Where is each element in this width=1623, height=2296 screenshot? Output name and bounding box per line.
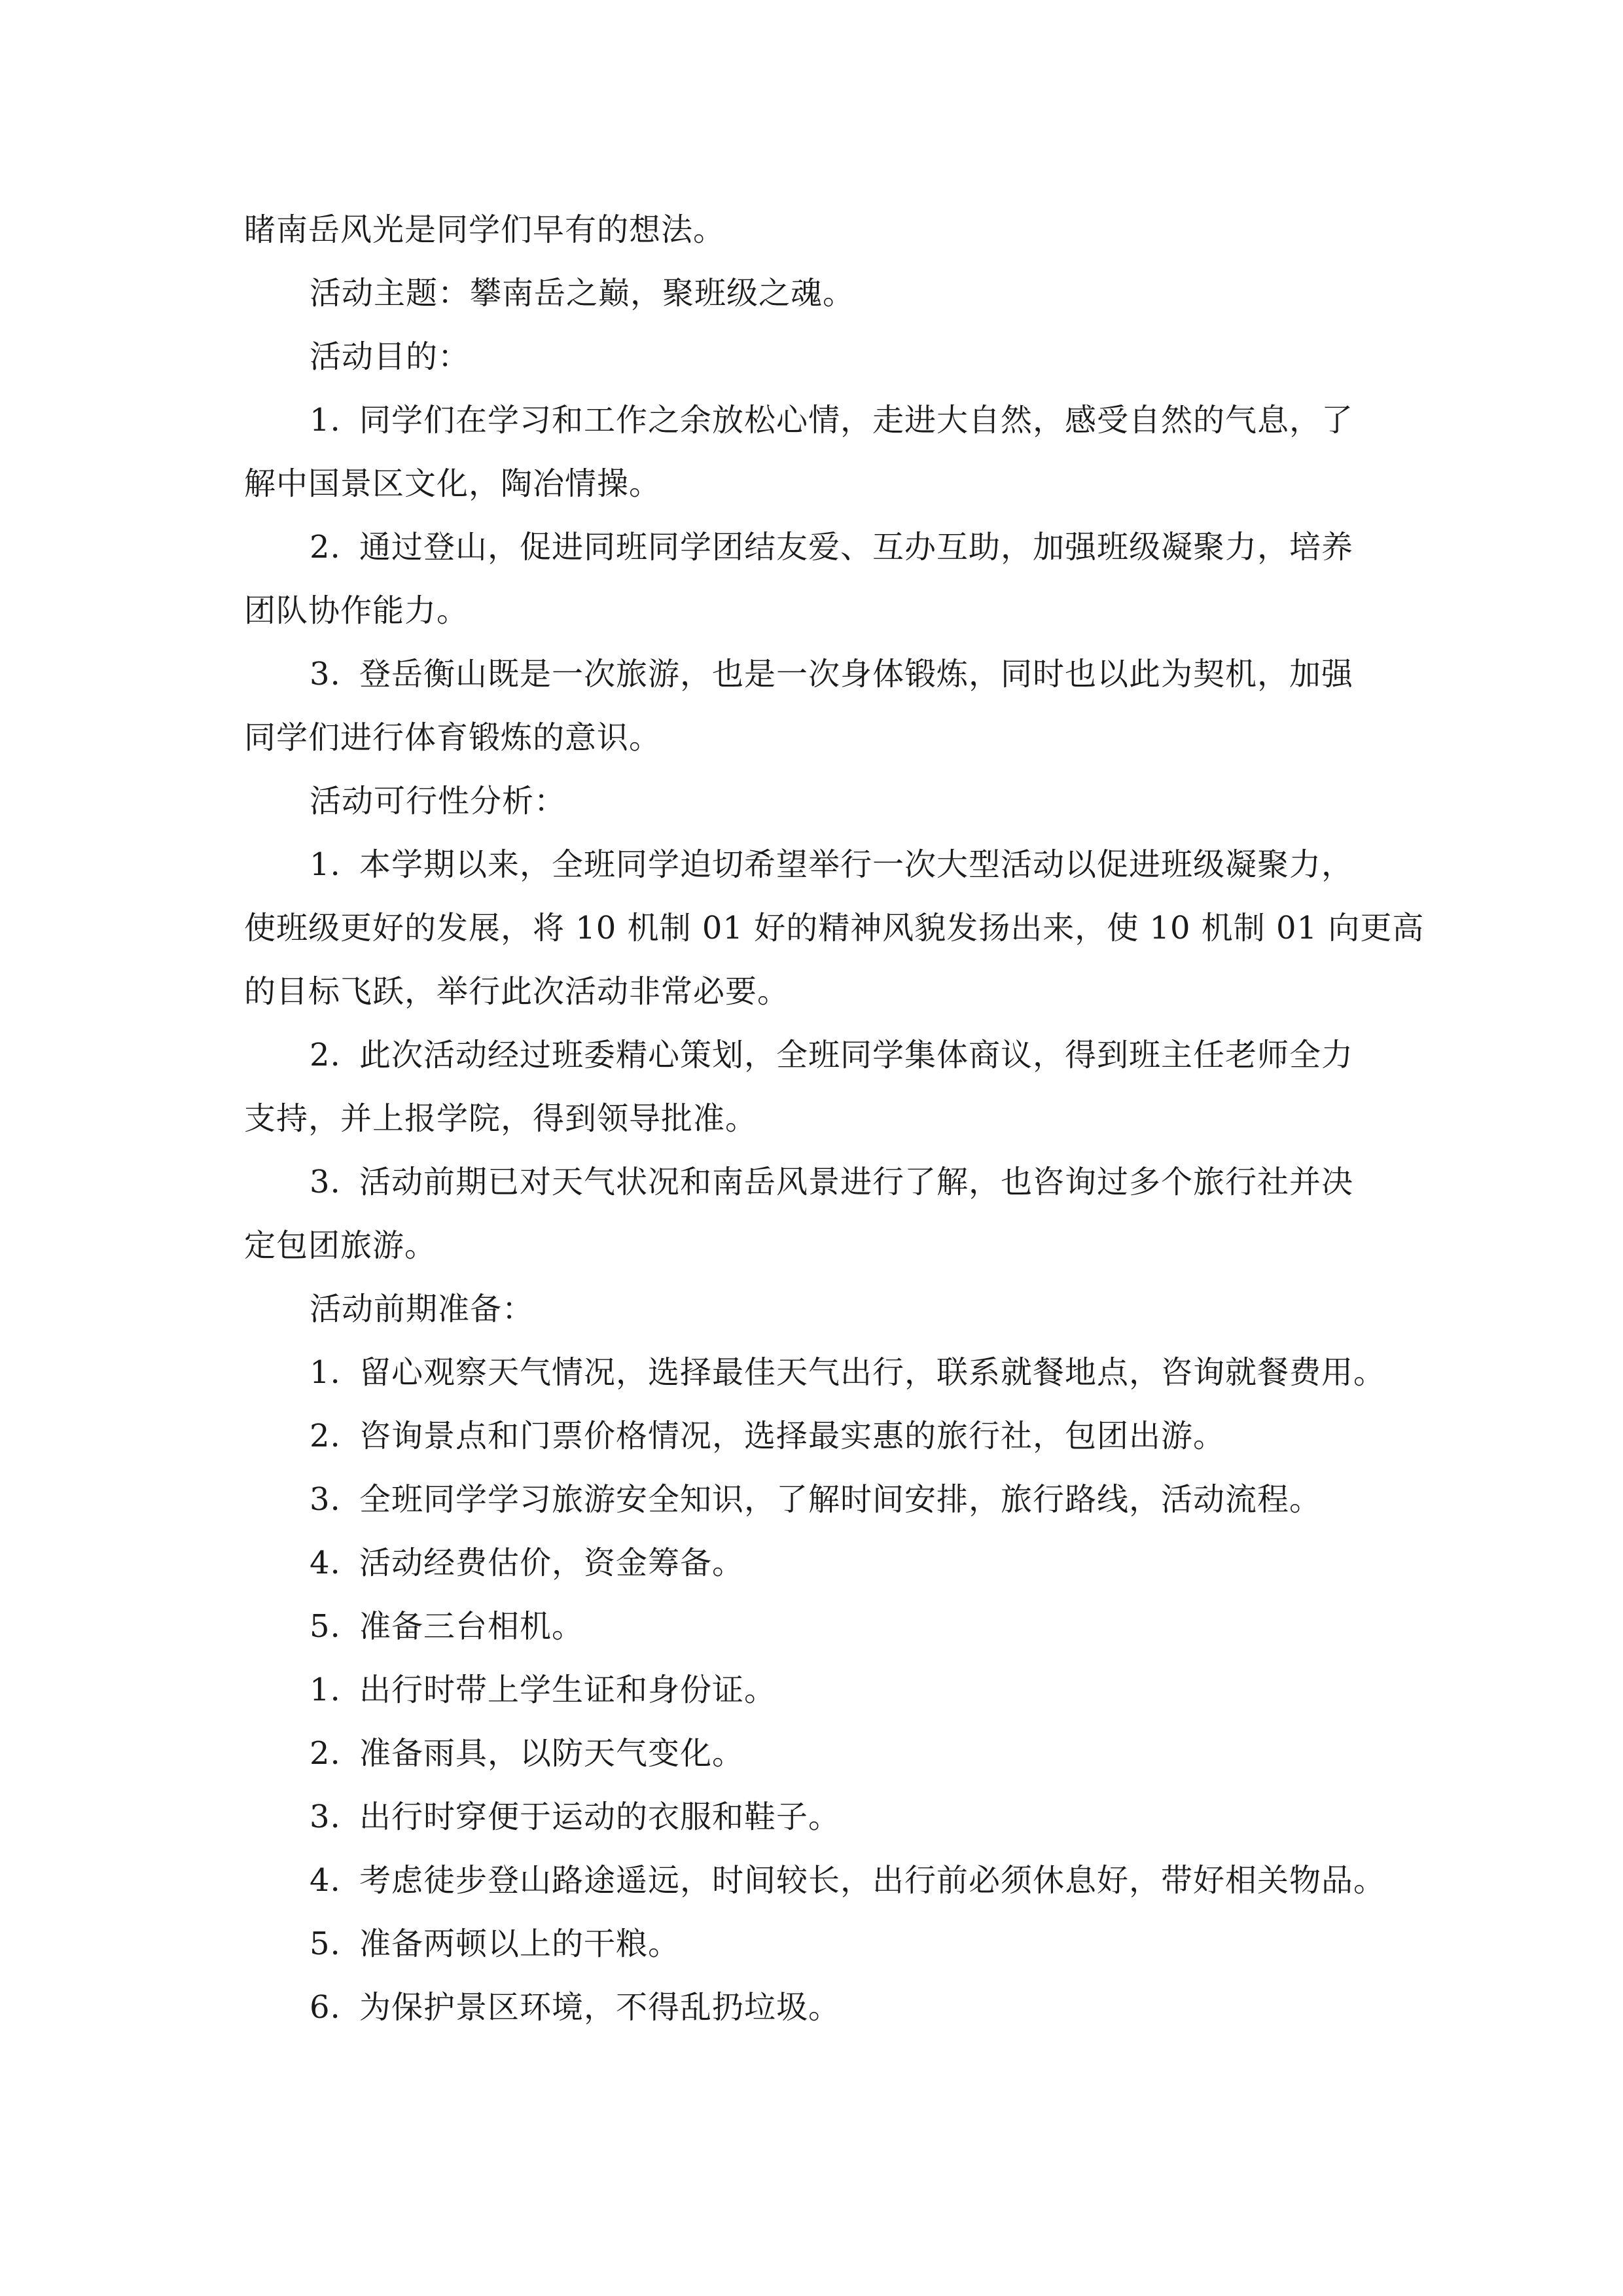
line-text: 活动目的：: [310, 338, 471, 375]
list-item-line: [244, 833, 1376, 897]
paragraph-line: [244, 325, 1376, 389]
paragraph-line: [244, 706, 1376, 770]
list-item-line: [244, 1151, 1376, 1214]
list-item-line: [244, 1341, 1386, 1405]
paragraph-line: [244, 198, 1376, 262]
line-text: 准备三台相机。: [359, 1608, 584, 1645]
list-item-number: 3.: [310, 1799, 341, 1835]
list-item-number: 1.: [310, 1354, 341, 1391]
line-text: 咨询景点和门票价格情况，选择最实惠的旅行社，包团出游。: [359, 1418, 1226, 1454]
paragraph-line: [244, 960, 1376, 1024]
list-item-line: [244, 1024, 1376, 1087]
list-item-line: [244, 389, 1376, 452]
line-text: 同学们进行体育锻炼的意识。: [244, 719, 662, 756]
line-text: 活动经费估价，资金筹备。: [359, 1545, 745, 1581]
line-text: 留心观察天气情况，选择最佳天气出行，联系就餐地点，咨询就餐费用。: [359, 1354, 1386, 1391]
line-text: 活动主题：攀南岳之巅，聚班级之魂。: [310, 275, 855, 312]
line-text: 同学们在学习和工作之余放松心情，走进大自然，感受自然的气息，了: [359, 402, 1354, 439]
line-text: 活动前期准备：: [310, 1291, 535, 1327]
paragraph-line: [244, 1214, 1376, 1278]
list-item-line: [244, 1849, 1386, 1912]
list-item-number: 1.: [310, 402, 341, 439]
line-text: 活动可行性分析：: [310, 783, 567, 819]
paragraph-line: [244, 452, 1376, 516]
line-text: 通过登山，促进同班同学团结友爱、互办互助，加强班级凝聚力，培养: [359, 529, 1354, 565]
list-item-line: [244, 1468, 1376, 1532]
list-item-line: [244, 1659, 1376, 1722]
line-text: 本学期以来，全班同学迫切希望举行一次大型活动以促进班级凝聚力，: [359, 846, 1354, 883]
list-item-line: [244, 643, 1376, 706]
list-item-number: 2.: [310, 1735, 341, 1772]
list-item-line: [244, 1405, 1376, 1468]
line-text: 此次活动经过班委精心策划，全班同学集体商议，得到班主任老师全力: [359, 1037, 1354, 1073]
line-text: 为保护景区环境，不得乱扔垃圾。: [359, 1989, 841, 2026]
list-item-number: 6.: [310, 1989, 341, 2026]
line-text: 使班级更好的发展，将 10 机制 01 好的精神风貌发扬出来，使 10 机制 01 向更高: [244, 910, 1425, 946]
line-text: 考虑徒步登山路途遥远，时间较长，出行前必须休息好，带好相关物品。: [359, 1862, 1386, 1899]
paragraph-line: [244, 1278, 1376, 1341]
list-item-number: 2.: [310, 529, 341, 565]
list-item-line: [244, 1976, 1376, 2039]
list-item-line: [244, 516, 1376, 579]
list-item-number: 3.: [310, 1164, 341, 1200]
list-item-line: [244, 1532, 1376, 1595]
paragraph-line: [244, 897, 1425, 960]
list-item-line: [244, 1785, 1376, 1849]
list-item-number: 4.: [310, 1862, 341, 1899]
line-text: 全班同学学习旅游安全知识，了解时间安排，旅行路线，活动流程。: [359, 1481, 1322, 1518]
list-item-number: 2.: [310, 1037, 341, 1073]
line-text: 定包团旅游。: [244, 1227, 437, 1264]
list-item-number: 1.: [310, 846, 341, 883]
list-item-number: 2.: [310, 1418, 341, 1454]
paragraph-line: [244, 1087, 1376, 1151]
line-text: 准备两顿以上的干粮。: [359, 1926, 681, 1962]
line-text: 团队协作能力。: [244, 592, 469, 629]
document-page: [244, 198, 1425, 2039]
list-item-line: [244, 1595, 1376, 1659]
paragraph-line: [244, 770, 1376, 833]
line-text: 睹南岳风光是同学们早有的想法。: [244, 211, 726, 248]
paragraph-line: [244, 579, 1376, 643]
line-text: 支持，并上报学院，得到领导批准。: [244, 1100, 758, 1137]
list-item-number: 5.: [310, 1926, 341, 1962]
line-text: 的目标飞跃，举行此次活动非常必要。: [244, 973, 790, 1010]
paragraph-line: [244, 262, 1376, 325]
line-text: 活动前期已对天气状况和南岳风景进行了解，也咨询过多个旅行社并决: [359, 1164, 1354, 1200]
line-text: 出行时穿便于运动的衣服和鞋子。: [359, 1799, 841, 1835]
line-text: 登岳衡山既是一次旅游，也是一次身体锻炼，同时也以此为契机，加强: [359, 656, 1354, 692]
list-item-number: 3.: [310, 656, 341, 692]
list-item-number: 3.: [310, 1481, 341, 1518]
list-item-number: 1.: [310, 1672, 341, 1708]
list-item-number: 4.: [310, 1545, 341, 1581]
list-item-line: [244, 1912, 1376, 1976]
line-text: 出行时带上学生证和身份证。: [359, 1672, 777, 1708]
line-text: 解中国景区文化，陶冶情操。: [244, 465, 662, 502]
list-item-number: 5.: [310, 1608, 341, 1645]
list-item-line: [244, 1722, 1376, 1785]
line-text: 准备雨具，以防天气变化。: [359, 1735, 745, 1772]
